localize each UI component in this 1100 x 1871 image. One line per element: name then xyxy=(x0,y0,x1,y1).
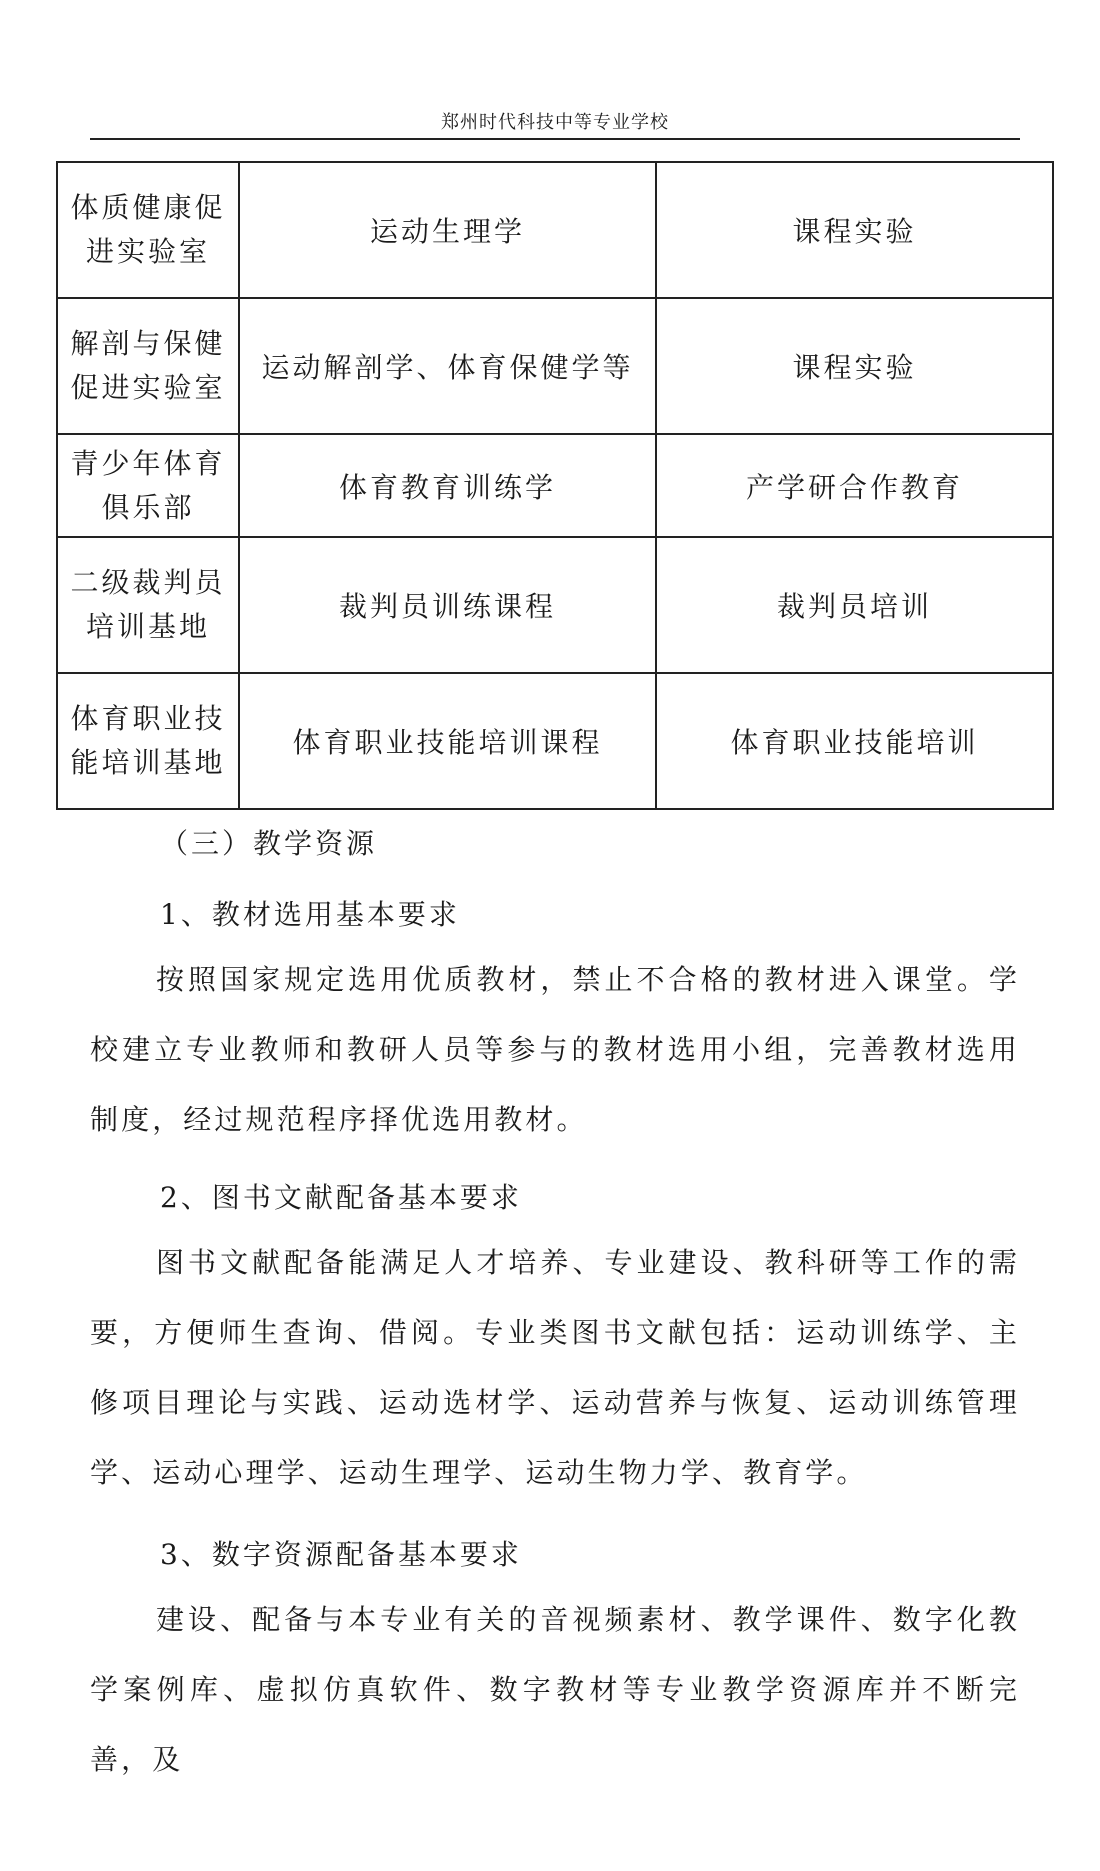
function-cell: 裁判员培训 xyxy=(656,537,1053,673)
lab-name-cell: 体育职业技能培训基地 xyxy=(57,673,239,809)
lab-name-cell: 体质健康促进实验室 xyxy=(57,162,239,298)
subheading-textbooks: 1、教材选用基本要求 xyxy=(160,898,460,931)
subheading-digital: 3、数字资源配备基本要求 xyxy=(160,1538,522,1571)
course-cell: 体育教育训练学 xyxy=(239,434,656,537)
page-header: 郑州时代科技中等专业学校 xyxy=(441,112,669,133)
lab-name-cell: 解剖与保健促进实验室 xyxy=(57,298,239,434)
table-row xyxy=(57,162,1053,298)
function-cell: 课程实验 xyxy=(656,162,1053,298)
paragraph-library: 图书文献配备能满足人才培养、专业建设、教科研等工作的需要，方便师生查询、借阅。专业类图书文献包括：运动训练学、主修项目理论与实践、运动选材学、运动营养与恢复、运动训练管理学、运动心理学、运动生理学、运动生物力学、教育学。 xyxy=(90,1246,1020,1489)
table-row xyxy=(57,673,1053,809)
function-cell: 体育职业技能培训 xyxy=(656,673,1053,809)
section-heading: （三）教学资源 xyxy=(160,827,378,860)
paragraph-textbooks: 按照国家规定选用优质教材，禁止不合格的教材进入课堂。学校建立专业教师和教研人员等参与的教材选用小组，完善教材选用制度，经过规范程序择优选用教材。 xyxy=(90,963,1020,1136)
paragraph-digital: 建设、配备与本专业有关的音视频素材、教学课件、数字化教学案例库、虚拟仿真软件、数字教材等专业教学资源库并不断完善，及 xyxy=(90,1603,1020,1776)
function-cell: 课程实验 xyxy=(656,298,1053,434)
lab-name-cell: 青少年体育俱乐部 xyxy=(57,434,239,537)
lab-name-cell: 二级裁判员培训基地 xyxy=(57,537,239,673)
table-row xyxy=(57,298,1053,434)
function-cell: 产学研合作教育 xyxy=(656,434,1053,537)
subheading-library: 2、图书文献配备基本要求 xyxy=(160,1181,522,1214)
header-divider xyxy=(90,138,1020,140)
course-cell: 运动解剖学、体育保健学等 xyxy=(239,298,656,434)
lab-table xyxy=(56,161,1054,810)
table-row xyxy=(57,537,1053,673)
course-cell: 运动生理学 xyxy=(239,162,656,298)
table-row xyxy=(57,434,1053,537)
course-cell: 体育职业技能培训课程 xyxy=(239,673,656,809)
course-cell: 裁判员训练课程 xyxy=(239,537,656,673)
